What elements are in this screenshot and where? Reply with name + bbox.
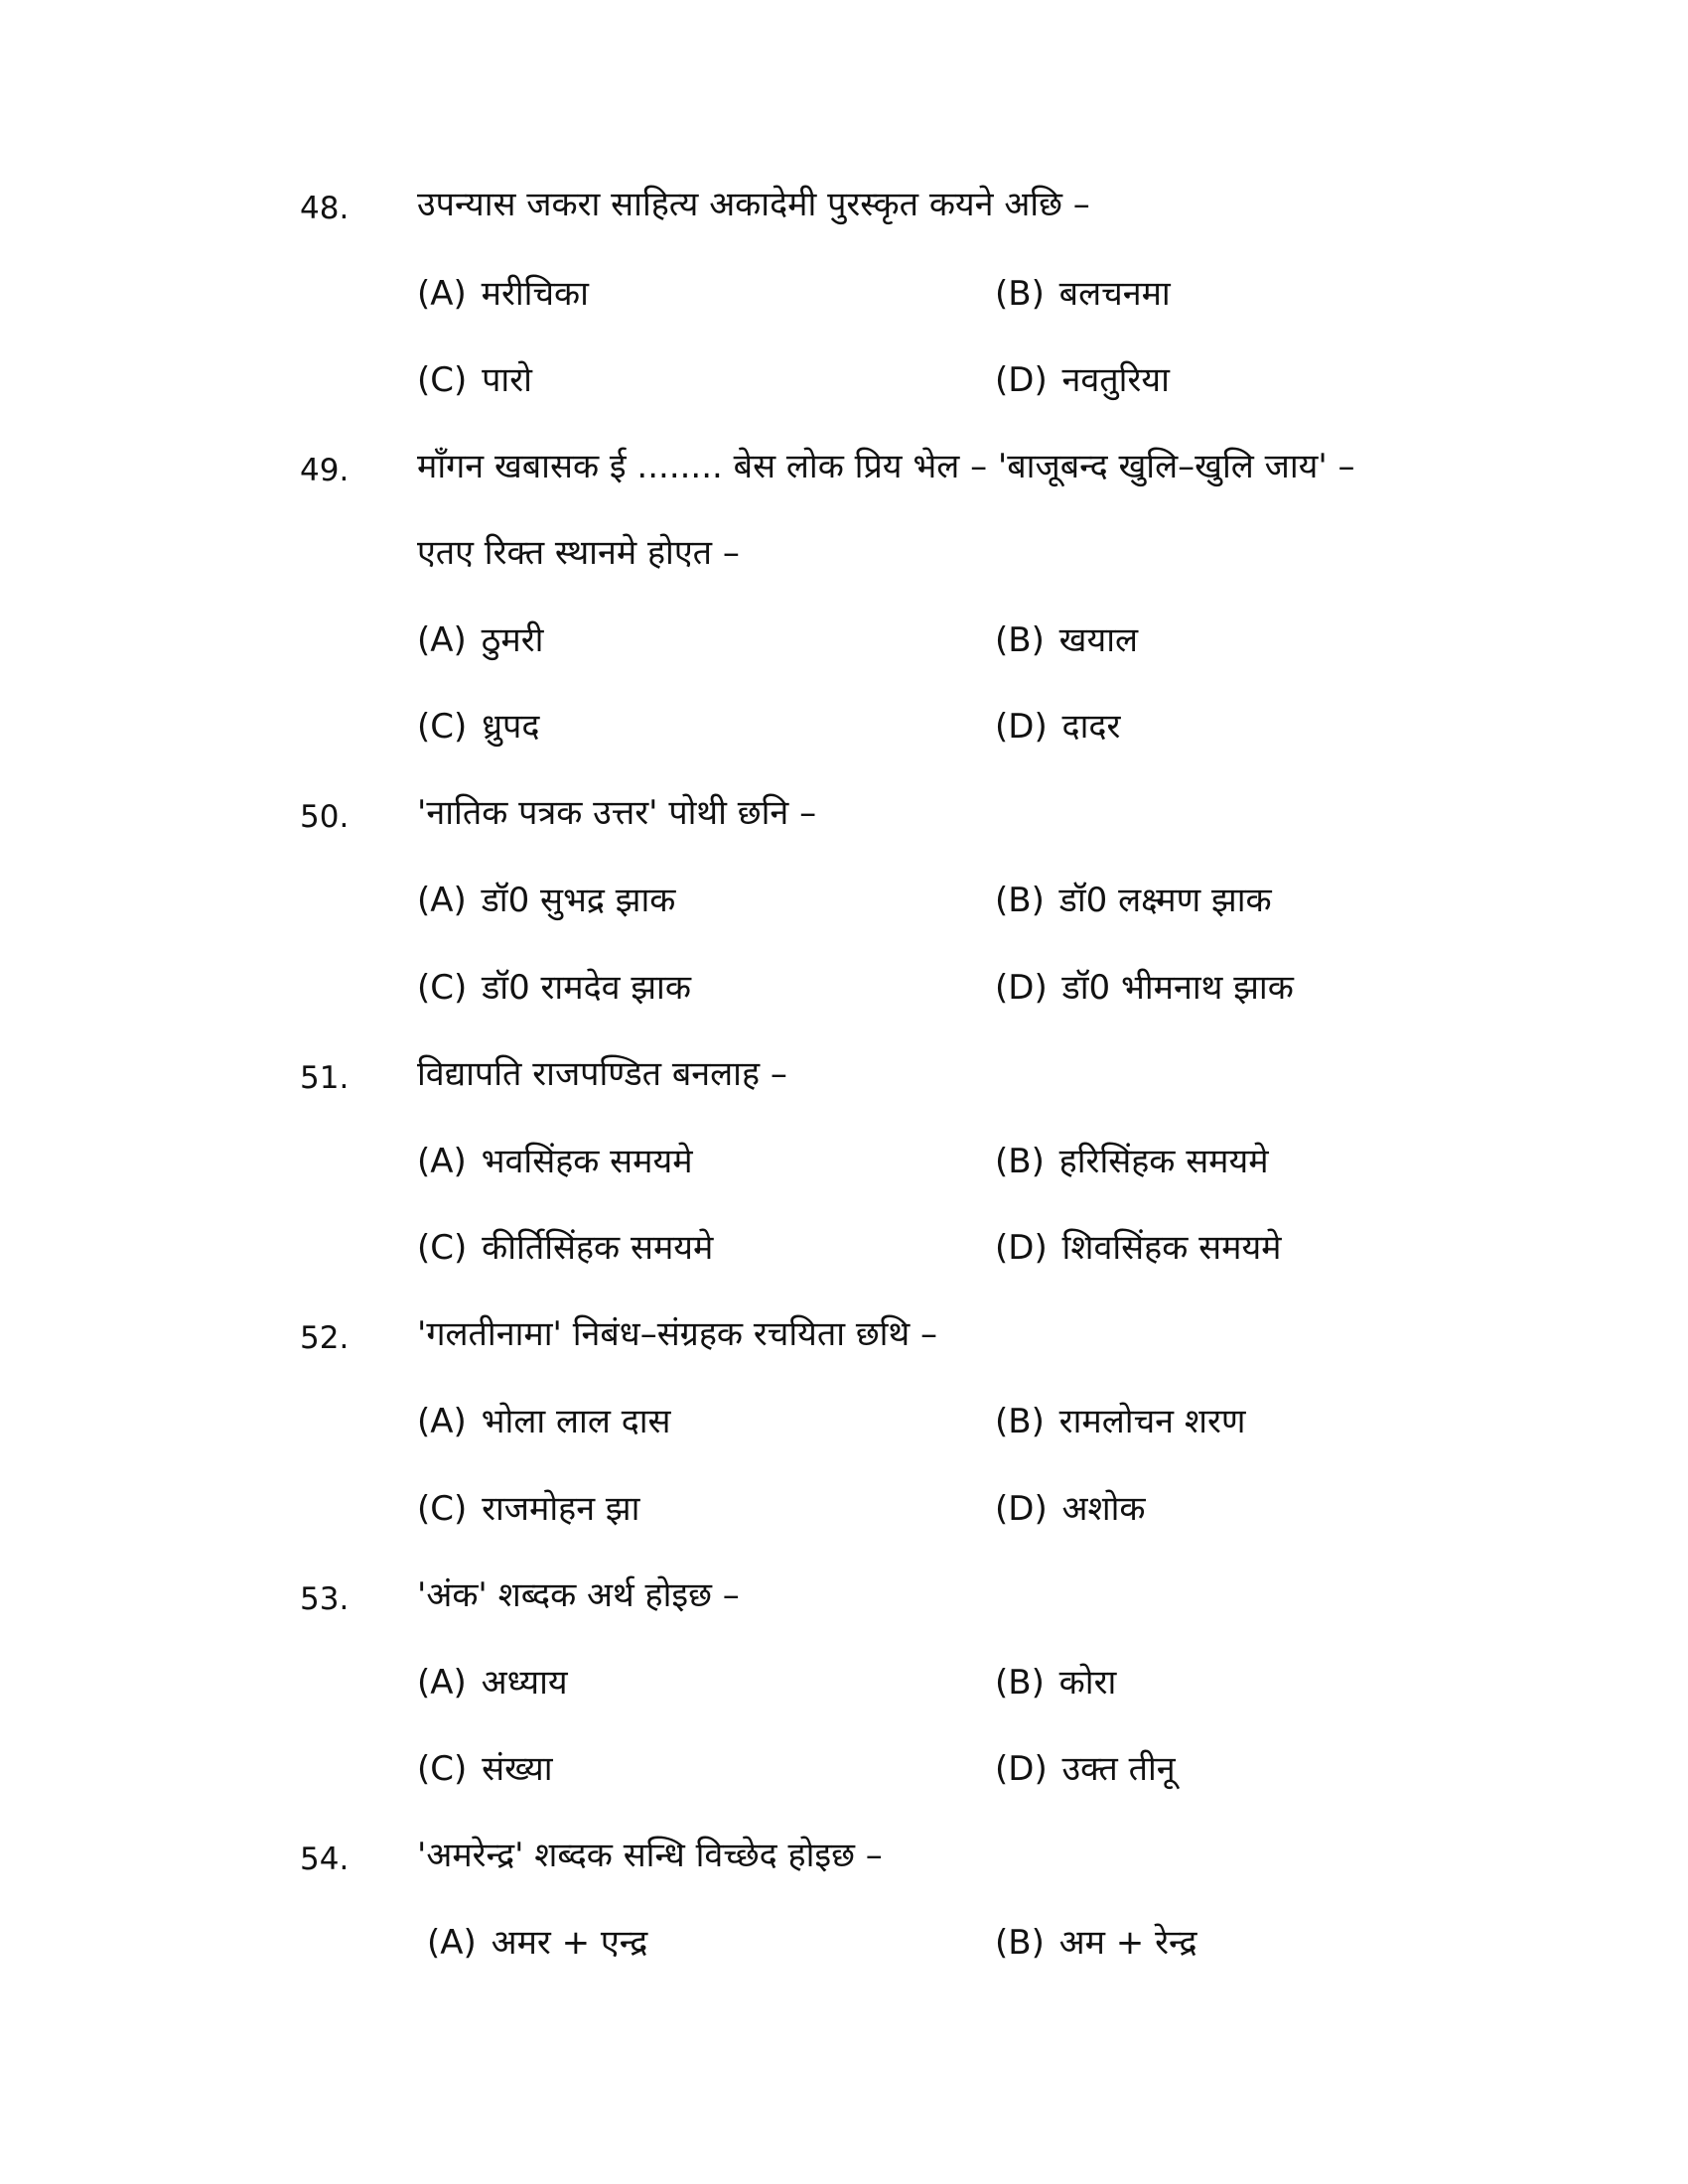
option-label: (B)	[995, 881, 1045, 920]
option-label: (A)	[417, 1402, 467, 1441]
option-label: (C)	[417, 1749, 468, 1789]
option-d	[995, 968, 1294, 1008]
option-text: नवतुरिया	[1061, 360, 1170, 400]
option-label: (A)	[417, 620, 467, 660]
option-d	[995, 1489, 1146, 1529]
option-label: (B)	[995, 274, 1045, 314]
option-label: (D)	[995, 360, 1048, 400]
option-text: अम + रेन्द्र	[1058, 1923, 1197, 1963]
option-a	[417, 620, 543, 660]
option-d	[995, 360, 1170, 400]
option-label: (C)	[417, 1489, 468, 1529]
question-text: 'अमरेन्द्र' शब्दक सन्धि विच्छेद होइछ –	[417, 1836, 883, 1875]
option-label: (C)	[417, 968, 468, 1008]
option-text: राजमोहन झा	[482, 1489, 640, 1529]
option-label: (A)	[427, 1923, 477, 1963]
option-label: (B)	[995, 1402, 1045, 1441]
option-label: (D)	[995, 968, 1048, 1008]
option-b	[995, 1663, 1116, 1703]
option-text: अशोक	[1061, 1489, 1146, 1529]
option-text: ठुमरी	[481, 620, 544, 660]
option-label: (B)	[995, 1663, 1045, 1703]
option-text: अध्याय	[481, 1663, 568, 1703]
option-text: पारो	[482, 360, 532, 400]
option-label: (A)	[417, 1142, 467, 1181]
option-text: डॉ0 लक्ष्मण झाक	[1058, 881, 1272, 920]
question-number: 53.	[300, 1581, 350, 1617]
option-b	[995, 881, 1272, 920]
option-label: (D)	[995, 1749, 1048, 1789]
option-text: खयाल	[1058, 620, 1139, 660]
question-text: 'अंक' शब्दक अर्थ होइछ –	[417, 1575, 740, 1615]
option-text: रामलोचन शरण	[1058, 1402, 1246, 1441]
question-text: विद्यापति राजपण्डित बनलाह –	[417, 1054, 787, 1094]
option-label: (B)	[995, 1923, 1045, 1963]
question-text: माँगन खबासक ई ........ बेस लोक प्रिय भेल – 'बाजूबन्द खुलि–खुलि जाय' –	[417, 447, 1355, 486]
option-label: (C)	[417, 360, 468, 400]
option-a	[427, 1923, 647, 1963]
option-label: (C)	[417, 707, 468, 747]
option-text: कोरा	[1058, 1663, 1117, 1703]
option-label: (D)	[995, 1489, 1048, 1529]
option-c	[417, 707, 539, 747]
option-label: (A)	[417, 1663, 467, 1703]
option-b	[995, 1923, 1197, 1963]
option-text: भवसिंहक समयमे	[481, 1142, 693, 1181]
option-text: डॉ0 रामदेव झाक	[482, 968, 691, 1008]
question-text: 'गलतीनामा' निबंध–संग्रहक रचयिता छथि –	[417, 1314, 938, 1354]
option-label: (D)	[995, 1228, 1048, 1268]
question-text: उपन्यास जकरा साहित्य अकादेमी पुरस्कृत कयने अछि –	[417, 185, 1090, 224]
option-text: शिवसिंहक समयमे	[1061, 1228, 1282, 1268]
option-text: बलचनमा	[1058, 274, 1171, 314]
option-b	[995, 1142, 1269, 1181]
option-label: (A)	[417, 274, 467, 314]
option-b	[995, 274, 1171, 314]
option-text: उक्त तीनू	[1061, 1749, 1176, 1789]
option-c	[417, 968, 691, 1008]
question-number: 48.	[300, 191, 350, 226]
option-c	[417, 1228, 713, 1268]
option-text: कीर्तिसिंहक समयमे	[482, 1228, 714, 1268]
question-number: 51.	[300, 1060, 350, 1096]
question-text-continued: एतए रिक्त स्थानमे होएत –	[417, 533, 740, 573]
option-text: संख्या	[482, 1749, 553, 1789]
option-a	[417, 881, 675, 920]
option-c	[417, 1489, 639, 1529]
option-text: हरिसिंहक समयमे	[1058, 1142, 1269, 1181]
option-d	[995, 707, 1120, 747]
option-c	[417, 1749, 553, 1789]
option-text: डॉ0 भीमनाथ झाक	[1061, 968, 1294, 1008]
option-text: दादर	[1061, 707, 1121, 747]
option-text: डॉ0 सुभद्र झाक	[481, 881, 676, 920]
question-number: 52.	[300, 1320, 350, 1356]
option-a	[417, 1142, 693, 1181]
option-d	[995, 1228, 1282, 1268]
option-d	[995, 1749, 1176, 1789]
option-text: अमर + एन्द्र	[491, 1923, 648, 1963]
question-number: 49.	[300, 453, 350, 488]
option-text: ध्रुपद	[482, 707, 540, 747]
option-a	[417, 1402, 671, 1441]
option-label: (D)	[995, 707, 1048, 747]
option-label: (A)	[417, 881, 467, 920]
option-a	[417, 274, 589, 314]
option-text: भोला लाल दास	[481, 1402, 671, 1441]
option-label: (B)	[995, 620, 1045, 660]
option-label: (C)	[417, 1228, 468, 1268]
option-text: मरीचिका	[481, 274, 589, 314]
question-number: 54.	[300, 1842, 350, 1877]
option-c	[417, 360, 532, 400]
option-label: (B)	[995, 1142, 1045, 1181]
question-number: 50.	[300, 799, 350, 835]
option-a	[417, 1663, 568, 1703]
option-b	[995, 1402, 1245, 1441]
option-b	[995, 620, 1138, 660]
question-text: 'नातिक पत्रक उत्तर' पोथी छनि –	[417, 793, 817, 833]
